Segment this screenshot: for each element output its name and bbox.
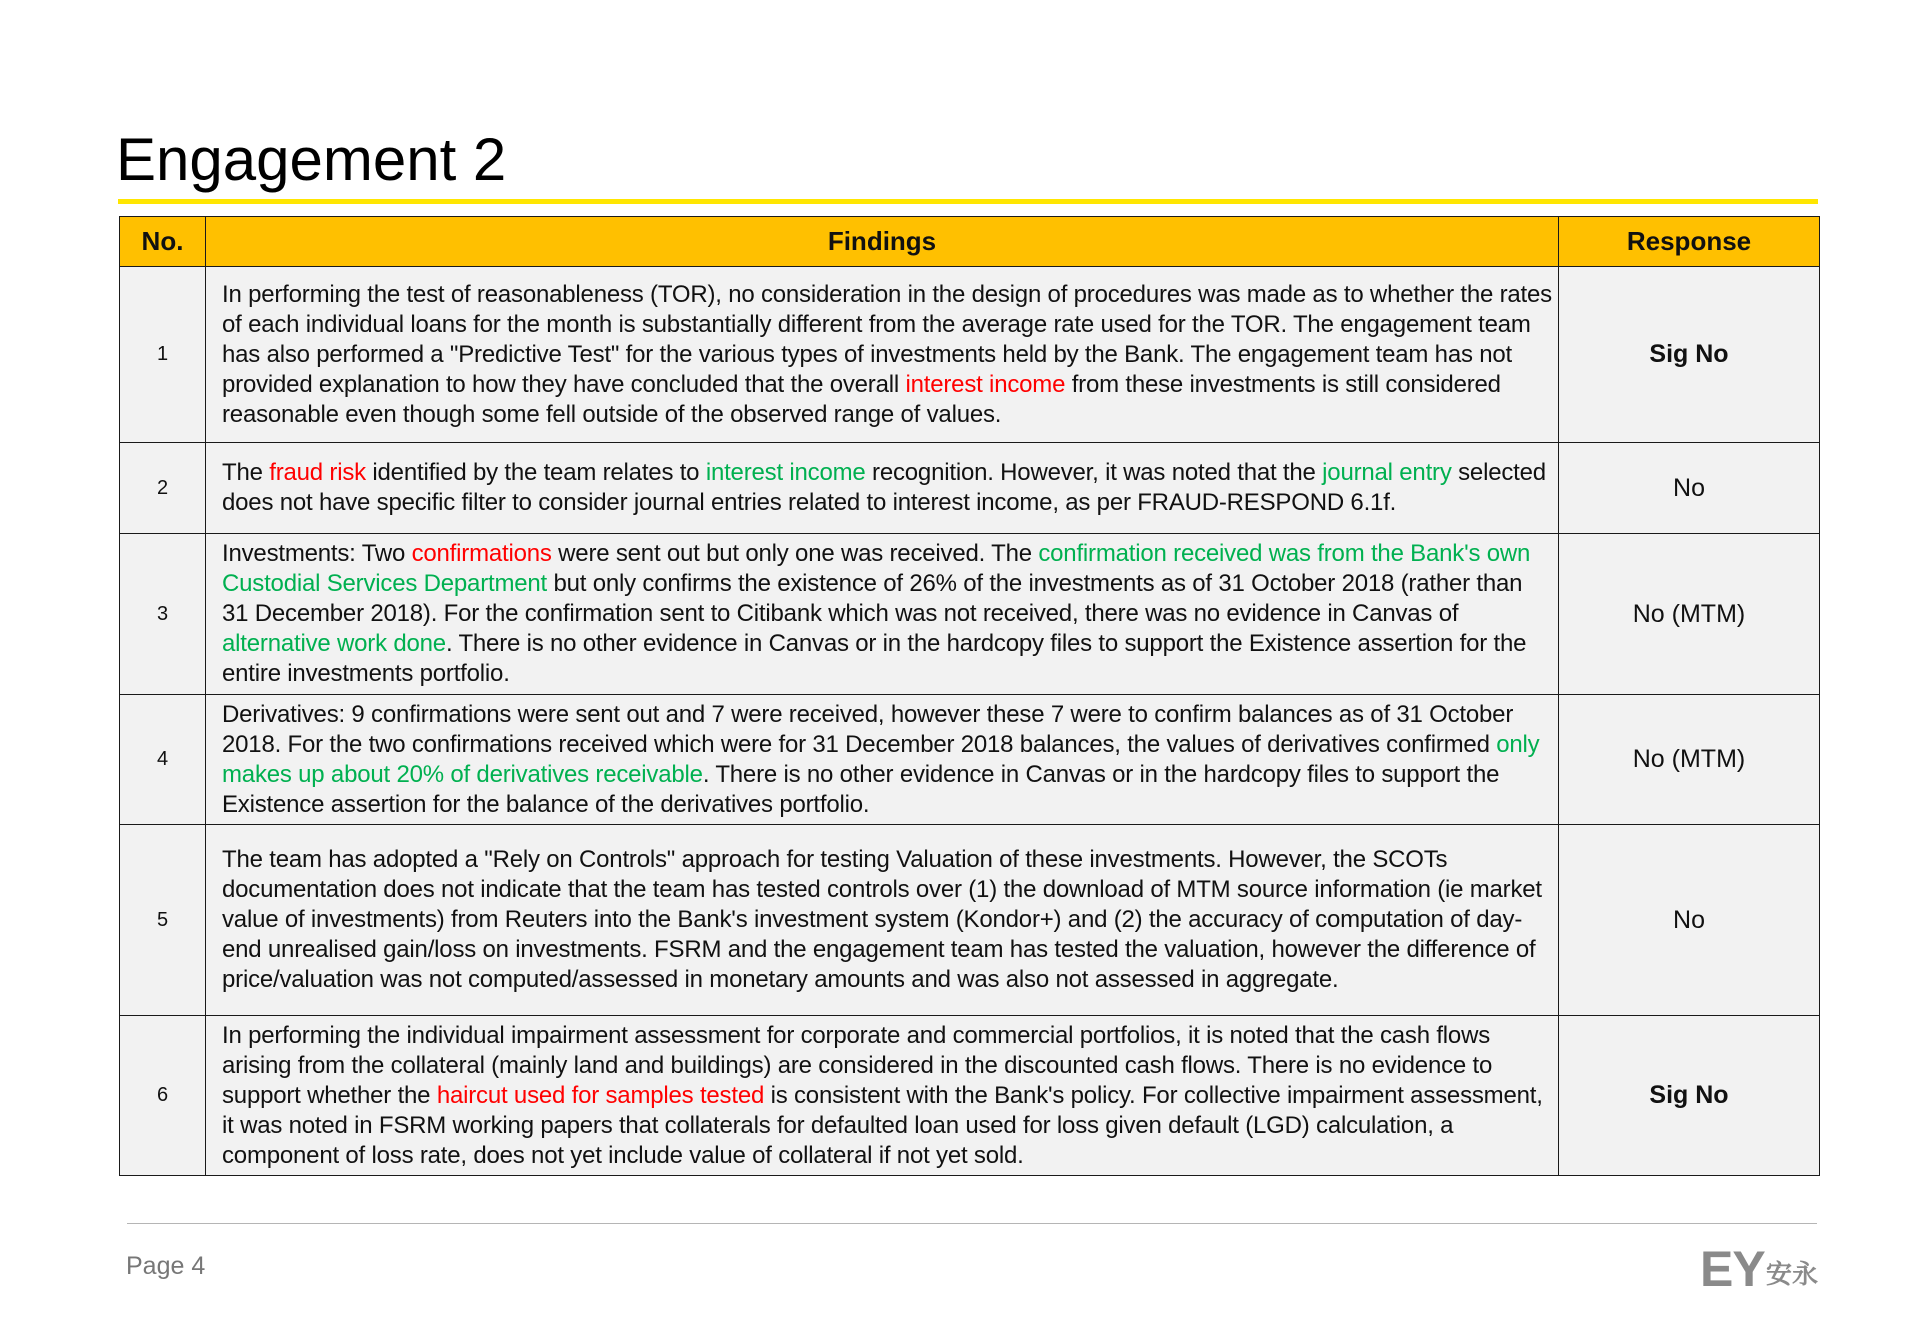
finding-text-segment: recognition. However, it was noted that the [865,459,1323,486]
highlighted-phrase-green: alternative work done [222,630,446,657]
finding-text-segment: but only confirms the existence of 26% of the investments as of 31 October 2018 (rather than 31 December 2018). For the confirmation sent to Citibank which was not received, there was no evidence in Canvas of [222,570,1523,627]
title-underline [118,199,1818,204]
column-header-no: No. [120,217,206,267]
table-row [120,1016,1820,1176]
table-header-row [120,217,1820,267]
finding-text-segment: Derivatives: 9 confirmations were sent out and 7 were received, however these 7 were to confirm balances as of 31 October 2018. For the two confirmations received which were for 31 December 2018 balances, the values of derivatives confirmed [222,700,1514,758]
finding-text-segment: . There is no other evidence in Canvas or in the hardcopy files to support the Existence assertion for the balance of the derivatives portfolio. [222,760,1500,818]
finding-text-segment: Investments: Two [222,540,412,567]
finding-response: No [1559,443,1820,534]
finding-text-segment: identified by the team relates to [365,459,706,486]
highlighted-phrase-red: confirmations [411,540,552,567]
finding-text-segment: selected does not have specific filter to consider journal entries related to interest income, as per FRAUD-RESPOND 6.1f. [222,459,1546,516]
finding-text-segment: In performing the test of reasonableness (TOR), no consideration in the design of procedures was made as to whether the rates of each individual loans for the month is substantially different from the average rate used for the TOR. The engagement team has also performed a "Predictive Test" for the various types of investments held by the Bank. The engagement team has not provided explanation to how they have concluded that the overall [222,280,1552,398]
table-row [120,825,1820,1016]
ey-logo-text: EY [1700,1241,1765,1297]
finding-text [206,1016,1559,1176]
finding-response: Sig No [1559,1016,1820,1176]
finding-text-segment: The [222,459,270,486]
table-row [120,534,1820,695]
finding-text-segment: from these investments is still considered reasonable even though some fell outside of the observed range of values. [222,370,1501,428]
finding-number: 6 [120,1016,206,1176]
finding-number: 3 [120,534,206,695]
highlighted-phrase-red: fraud risk [269,459,366,486]
findings-table-body [120,267,1820,1176]
findings-table [119,216,1820,1176]
finding-response: No (MTM) [1559,695,1820,825]
finding-number: 2 [120,443,206,534]
column-header-response: Response [1559,217,1820,267]
finding-text-segment: In performing the individual impairment assessment for corporate and commercial portfolios, it is noted that the cash flows arising from the collateral (mainly land and buildings) are considered in the discounted cash flows. There is no evidence to support whether the [222,1021,1493,1109]
highlighted-phrase-green: confirmation received was from the Bank's own Custodial Services Department [222,540,1531,597]
highlighted-phrase-red: haircut used for samples tested [436,1081,765,1109]
finding-number: 4 [120,695,206,825]
finding-number: 1 [120,267,206,443]
finding-text [206,443,1559,534]
highlighted-phrase-green: journal entry [1322,459,1452,486]
page-title: Engagement 2 [116,126,507,193]
page-number: Page 4 [126,1252,206,1280]
ey-logo [1700,1241,1820,1301]
highlighted-phrase-red: interest income [905,370,1066,398]
finding-response: No [1559,825,1820,1016]
finding-text [206,695,1559,825]
finding-text [206,534,1559,695]
finding-text [206,825,1559,1016]
finding-text-segment: is consistent with the Bank's policy. For collective impairment assessment, it was noted in FSRM working papers that collaterals for defaulted loan used for loss given default (LGD) calculation, a component of loss rate, does not yet include value of collateral if not yet sold. [222,1081,1543,1169]
finding-number: 5 [120,825,206,1016]
table-row [120,443,1820,534]
table-row [120,695,1820,825]
ey-logo-chinese: 安永 [1766,1259,1819,1289]
finding-text-segment: . There is no other evidence in Canvas or in the hardcopy files to support the Existence assertion for the entire investments portfolio. [222,630,1527,687]
highlighted-phrase-green: only makes up about 20% of derivatives receivable [222,730,1540,788]
finding-response: No (MTM) [1559,534,1820,695]
highlighted-phrase-green: interest income [705,459,866,486]
finding-text-segment: The team has adopted a "Rely on Controls" approach for testing Valuation of these investments. However, the SCOTs documentation does not indicate that the team has tested controls over (1) the download of MTM source information (ie market value of investments) from Reuters into the Bank's investment system (Kondor+) and (2) the accuracy of computation of day-end unrealised gain/loss on investments. FSRM and the engagement team has tested the valuation, however the difference of price/valuation was not computed/assessed in monetary amounts and was also not assessed in aggregate. [222,846,1542,993]
column-header-findings: Findings [206,217,1559,267]
finding-text-segment: were sent out but only one was received. The [551,540,1039,567]
footer-divider [127,1223,1817,1224]
finding-response: Sig No [1559,267,1820,443]
finding-text [206,267,1559,443]
table-row [120,267,1820,443]
